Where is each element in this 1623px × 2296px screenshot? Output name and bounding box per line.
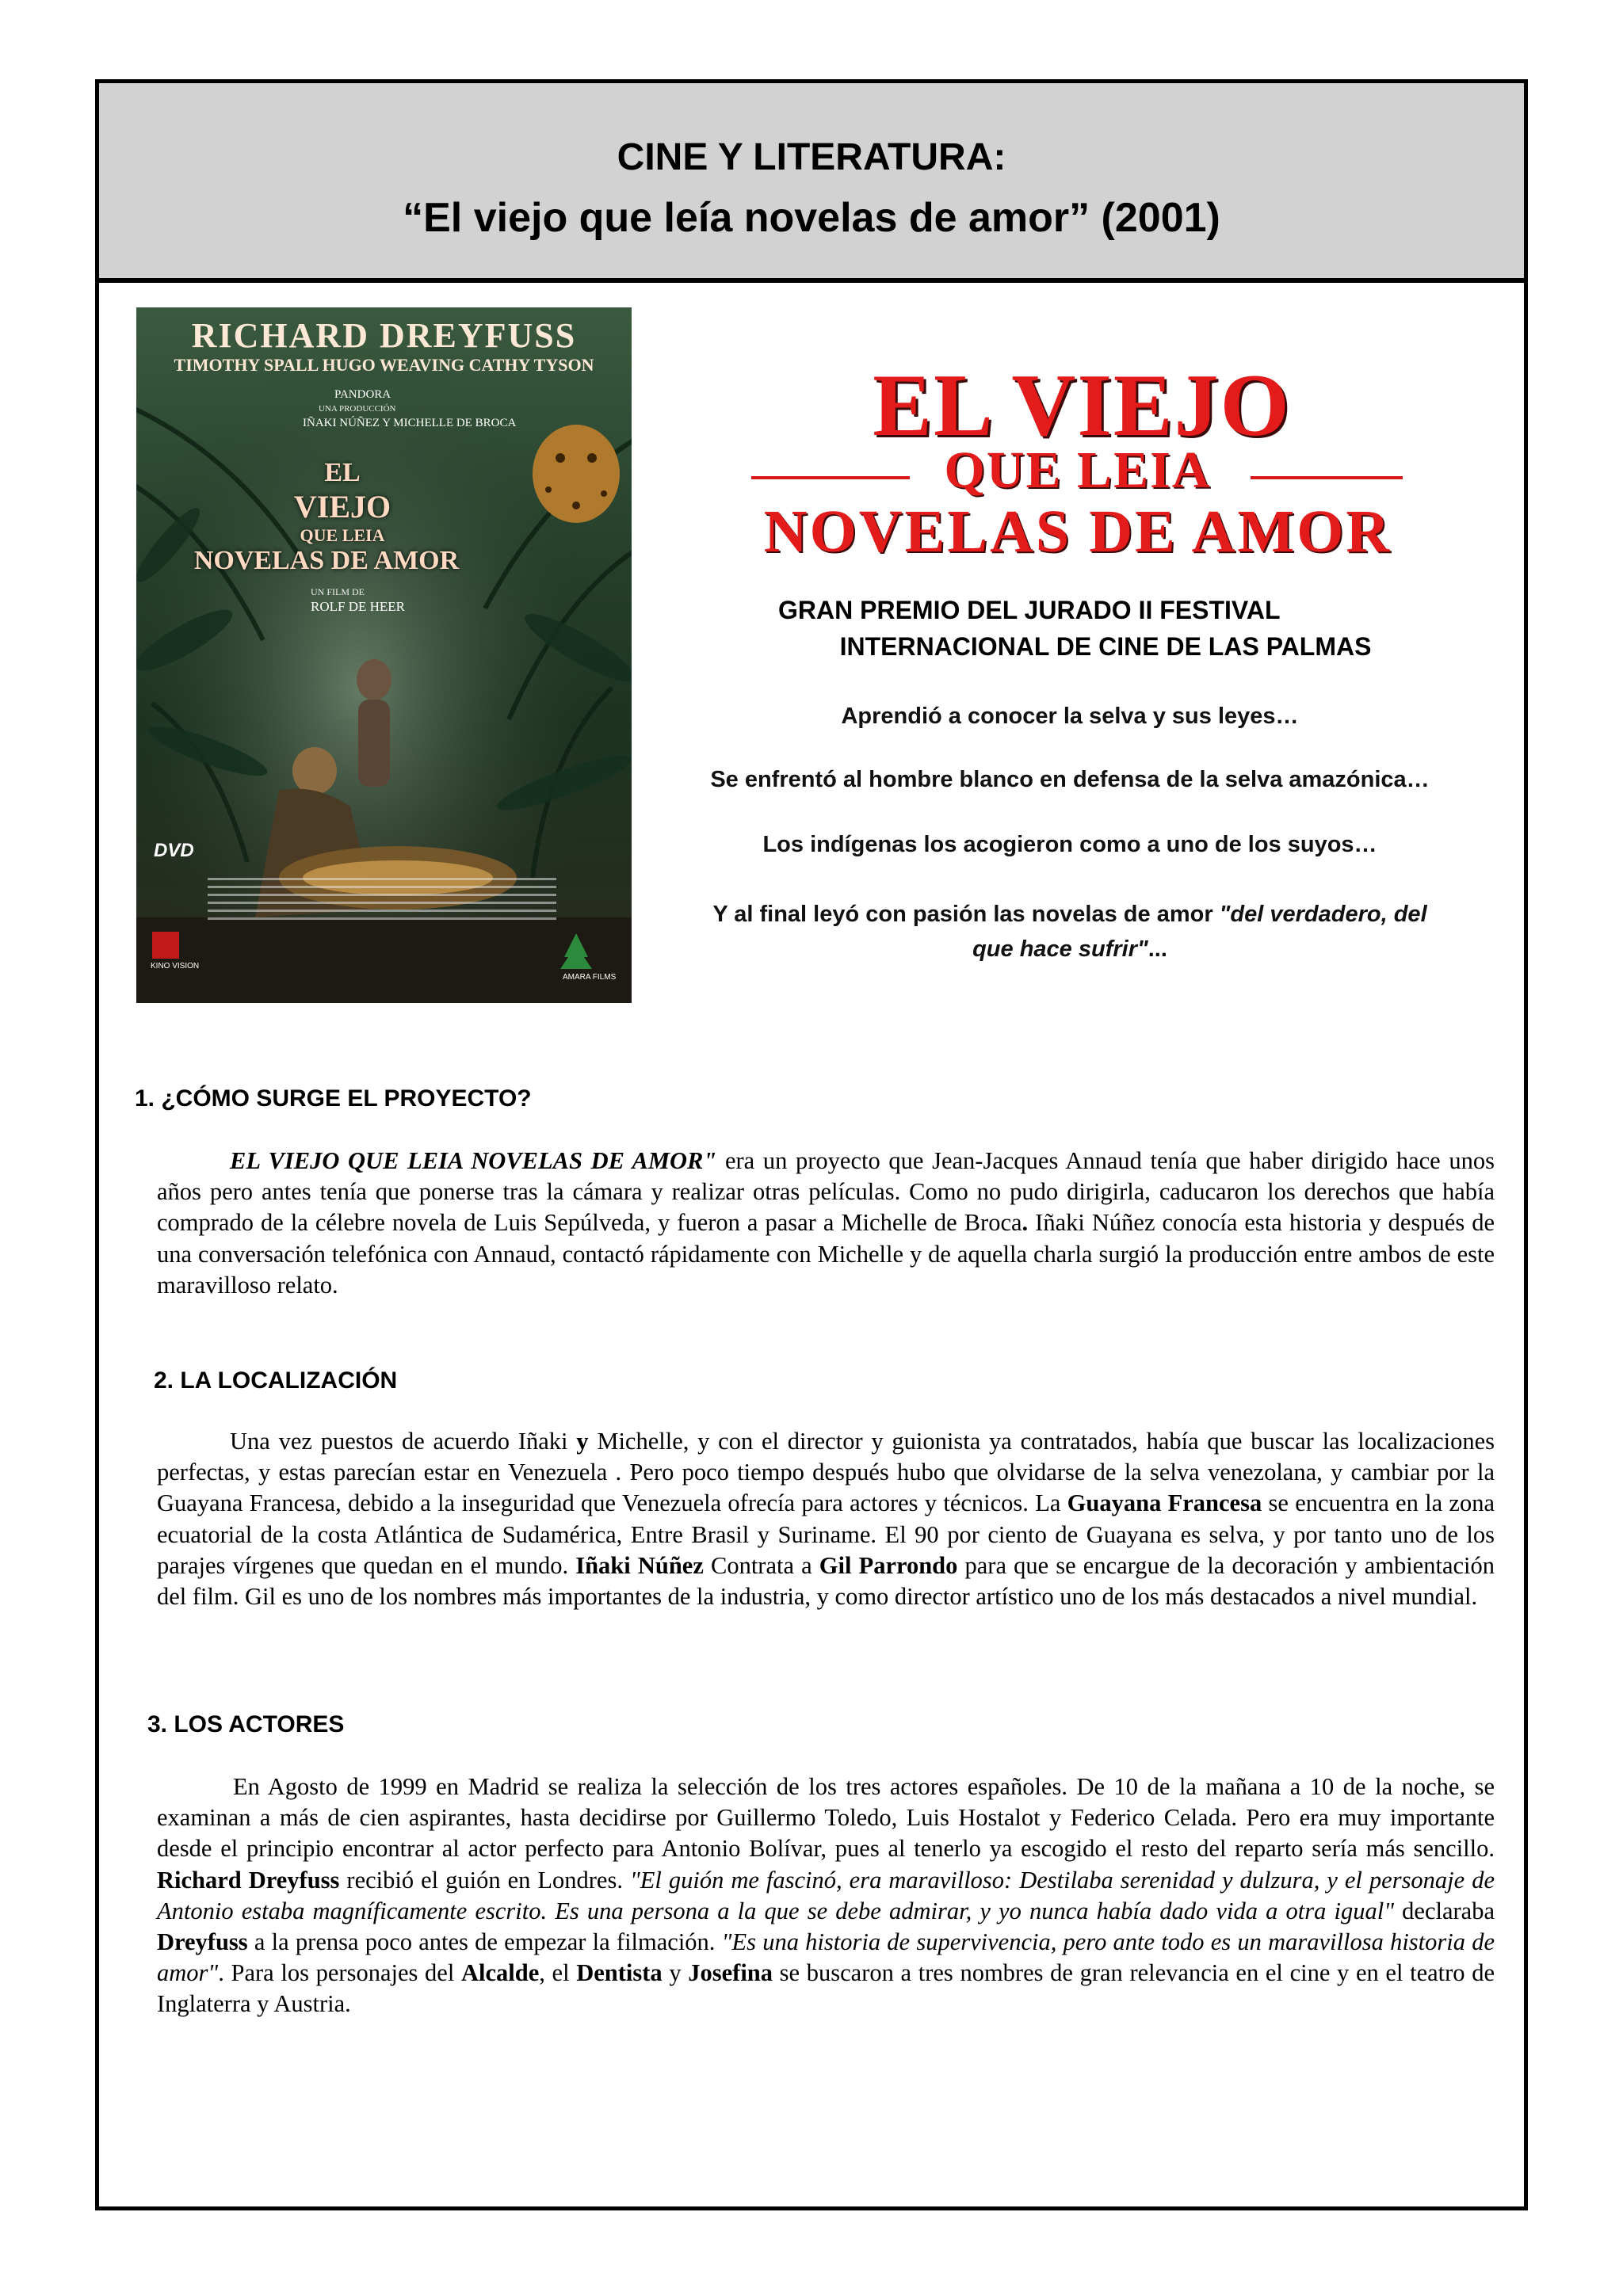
logo-rule-left (751, 476, 910, 479)
section1-text-c: Iñaki Núñez conocía esta historia y después de una conversación telefónica con Annaud, contactó rápidamente con Michelle y de aquella charla surgió la producción entre ambos de este maravilloso relato. (157, 1209, 1495, 1299)
logo-rule-right (1251, 476, 1403, 479)
movie-logo-line3: NOVELAS DE AMOR (763, 498, 1392, 565)
award-line1: GRAN PREMIO DEL JURADO II FESTIVAL (778, 596, 1281, 624)
section1-title: EL VIEJO QUE LEIA NOVELAS DE AMOR" (230, 1147, 717, 1174)
section3-text-e: declaraba (1394, 1897, 1495, 1924)
tagline-4 (666, 897, 1474, 967)
cover-prod-company: PANDORA (334, 388, 391, 401)
cover-credits-block (208, 878, 556, 925)
cover-logo-right: AMARA FILMS (563, 973, 617, 982)
section3-josefina: Josefina (688, 1959, 773, 1987)
section2-text-b: y (576, 1428, 589, 1455)
section2-gil: Gil Parrondo (819, 1551, 958, 1579)
section3-text-a: En Agosto de 1999 en Madrid se realiza la selección de los tres actores españoles. De 10 de la mañana a 10 de la noche, se examinan a más de cien aspirantes, hasta decidirse por Guillermo Toledo, Luis Hostalot y Federico Celada. Pero era muy importante desde el principio encontrar al actor perfecto para Antonio Bolívar, pues al tenerlo ya escogido el resto del reparto sería más sencillo. (157, 1773, 1495, 1863)
section3-dreyfuss: Richard Dreyfuss (157, 1866, 340, 1894)
cover-prod-small: UNA PRODUCCIÓN (319, 404, 396, 414)
cover-title (193, 458, 461, 576)
section3-text-c: recibió el guión en Londres. (339, 1866, 630, 1894)
section2-heading: 2. LA LOCALIZACIÓN (154, 1367, 398, 1394)
section3-heading: 3. LOS ACTORES (147, 1711, 345, 1737)
section2-inaki: Iñaki Núñez (575, 1551, 704, 1579)
section2-text-g: Contrata a (703, 1551, 819, 1579)
section3-text-o: se buscaron a tres nombres de gran relevancia en el cine y en el teatro de Inglaterra y Austria. (157, 1959, 1495, 2018)
section2-paragraph (157, 1426, 1495, 1612)
section2-text-i: para que se encargue de la decoración y ambientación del film. Gil es uno de los nombres más importantes de la industria, y como director artístico uno de los más destacados a nivel mundial. (157, 1551, 1495, 1611)
award-line2: INTERNACIONAL DE CINE DE LAS PALMAS (839, 632, 1372, 661)
tagline-4-c: que hace sufrir" (972, 936, 1148, 962)
page-subtitle: “El viejo que leía novelas de amor” (2001) (403, 195, 1220, 241)
section3-paragraph (157, 1772, 1495, 2020)
section2-text-a: Una vez puestos de acuerdo Iñaki (230, 1428, 577, 1455)
cover-producers: IÑAKI NÚÑEZ Y MICHELLE DE BROCA (303, 417, 517, 429)
title-banner (99, 83, 1524, 283)
cover-director: ROLF DE HEER (311, 599, 405, 614)
cover-title-3: QUE LEIA (300, 525, 385, 545)
cover-star-others: TIMOTHY SPALL HUGO WEAVING CATHY TYSON (174, 355, 594, 375)
section1-text-a: era un proyecto que Jean-Jacques Annaud tenía que haber dirigido hace unos años pero antes tenía que ponerse tras la cámara y realizar otras películas. Como no pudo dirigirla, caducaron los derechos que había comprado de la célebre novela de Luis Sepúlveda, y fueron a pasar a Michelle de Broca (157, 1147, 1495, 1237)
section3-quote-2: "Es una historia de supervivencia, pero ante todo es un maravillosa historia de amor" (157, 1928, 1495, 1987)
movie-logo-line1: EL VIEJO (873, 357, 1291, 455)
tagline-1: Aprendió a conocer la selva y sus leyes… (841, 704, 1299, 729)
section1-text-b: . (1022, 1209, 1029, 1237)
section3-text-g: a la prensa poco antes de empezar la filmación. (247, 1928, 722, 1956)
section1-heading: 1. ¿CÓMO SURGE EL PROYECTO? (135, 1085, 532, 1112)
cover-director-label: UN FILM DE (311, 586, 365, 597)
section2-text-c: Michelle, y con el director y guionista ya contratados, había que buscar las localizaciones perfectas, y estas parecían estar en Venezuela . Pero poco tiempo después hubo que olvidarse de la selva venezolana, y cambiar por la Guayana Francesa, debido a la inseguridad que Venezuela ofrecía para actores y técnicos. La (157, 1428, 1495, 1517)
section3-text-i: . Para los personajes del (218, 1959, 461, 1987)
tagline-4-a: Y al final leyó con pasión las novelas de amor (712, 902, 1220, 927)
section3-quote-1: "El guión me fascinó, era maravilloso: Destilaba serenidad y dulzura, y el personaje de Antonio estaba magníficamente escrito. Es una persona a la que se debe admirar, y yo nunca había dado vida a otra igual" (157, 1866, 1495, 1924)
section2-text-e: se encuentra en la zona ecuatorial de la costa Atlántica de Sudamérica, Entre Brasil y Suriname. El 90 por ciento de Guayana es selva, y por tanto uno de los parajes vírgenes que quedan en el mundo. (157, 1489, 1495, 1579)
section3-text-k: , el (539, 1959, 577, 1987)
cover-logo-left: KINO VISION (151, 962, 200, 971)
section1-paragraph (157, 1146, 1495, 1301)
cover-title-2: VIEJO (293, 489, 391, 524)
dvd-logo: DVD (154, 840, 194, 861)
tagline-3: Los indígenas los acogieron como a uno de los suyos… (762, 832, 1377, 857)
section3-dreyfuss-2: Dreyfuss (157, 1928, 248, 1956)
section3-dentista: Dentista (576, 1959, 663, 1987)
cover-title-4: NOVELAS DE AMOR (193, 546, 460, 575)
dvd-cover-image (136, 307, 632, 1003)
cover-title-1: EL (324, 458, 361, 487)
section3-text-m: y (662, 1959, 689, 1987)
cover-star-main: RICHARD DREYFUSS (191, 316, 577, 355)
movie-logo-line2: QUE LEIA (944, 441, 1212, 499)
kino-vision-logo (152, 932, 179, 959)
section2-guayana: Guayana Francesa (1067, 1489, 1262, 1517)
tagline-2: Se enfrentó al hombre blanco en defensa de la selva amazónica… (710, 767, 1430, 792)
section3-alcalde: Alcalde (460, 1959, 540, 1987)
page-title: CINE Y LITERATURA: (617, 136, 1006, 178)
tagline-4-b: "del verdadero, del (1219, 902, 1427, 927)
tagline-4-d: ... (1148, 936, 1167, 962)
